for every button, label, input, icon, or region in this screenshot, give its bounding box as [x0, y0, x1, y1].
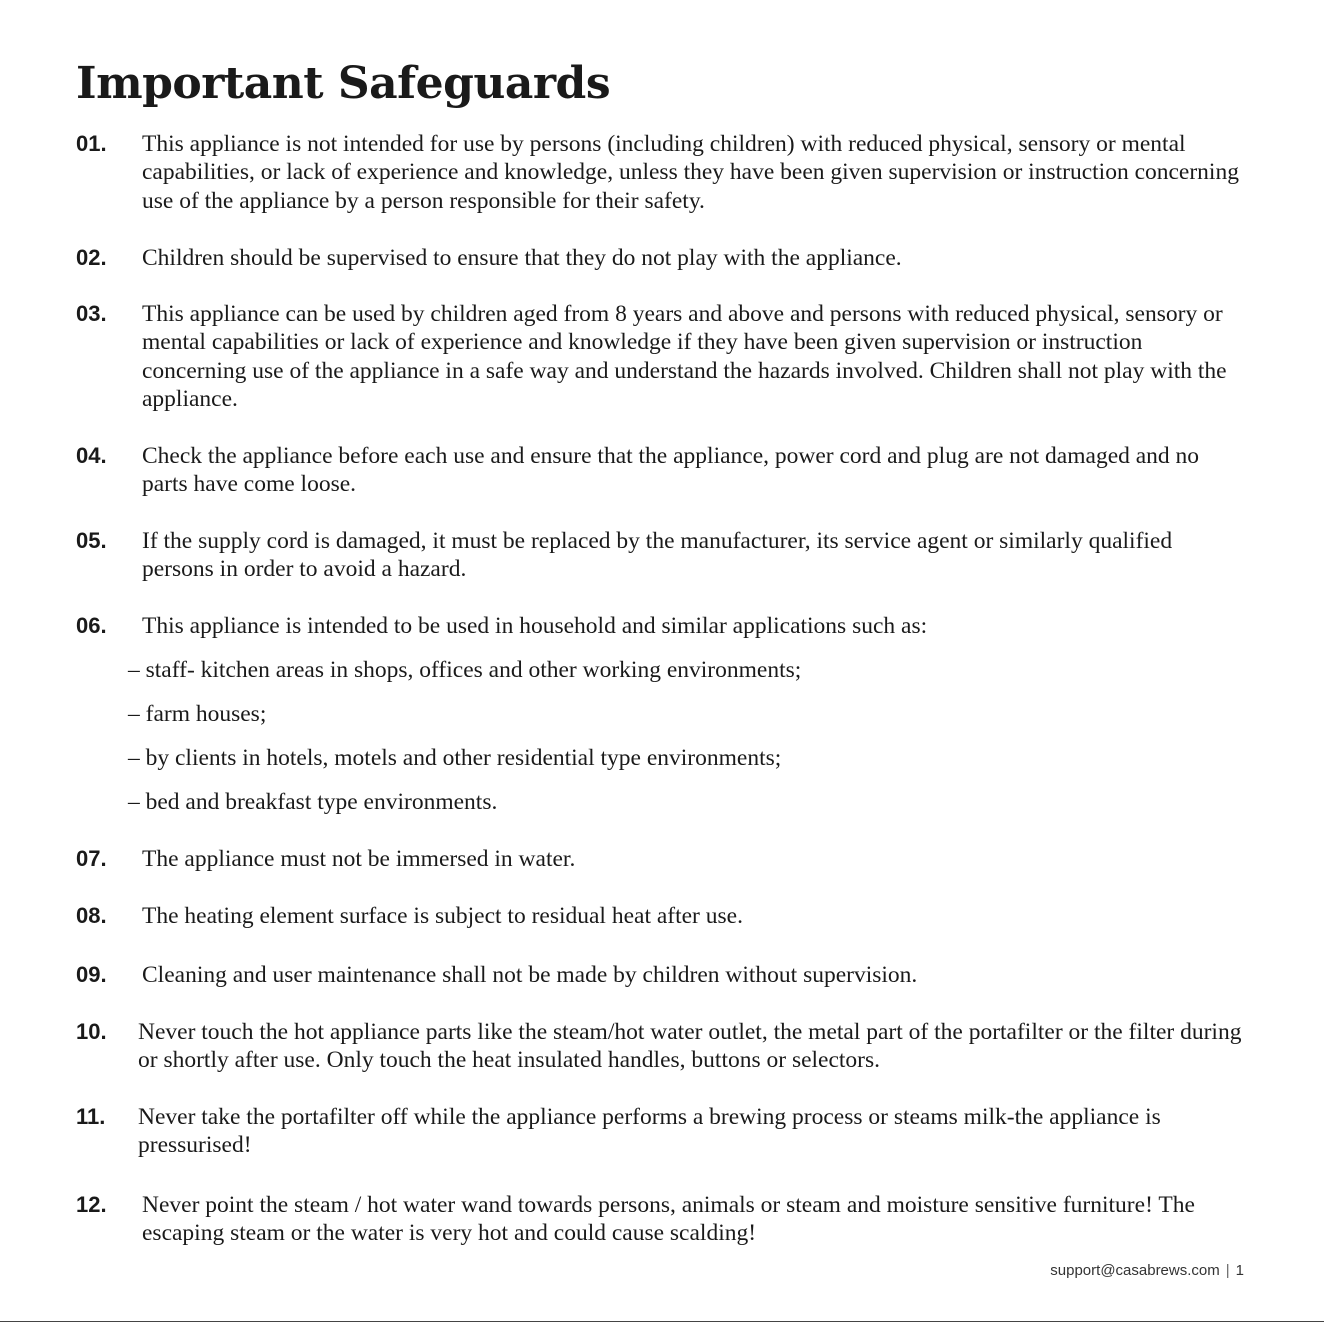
item-number: 09. — [76, 962, 107, 987]
safeguard-item-01 — [76, 130, 1246, 215]
safeguard-item-05 — [76, 527, 1246, 584]
safeguard-item-02 — [76, 244, 1246, 272]
item-text: Never point the steam / hot water wand towards persons, animals or steam and moisture sensitive furniture! The escaping steam or the water is very hot and could cause scalding! — [142, 1192, 1195, 1247]
item-text: Never touch the hot appliance parts like the steam/hot water outlet, the metal part of the portafilter or the filter during or shortly after use. Only touch the heat insulated handles, buttons or selectors. — [138, 1019, 1242, 1074]
item-text: Check the appliance before each use and ensure that the appliance, power cord and plug are not damaged and no parts have come loose. — [142, 443, 1200, 498]
safeguard-item-10 — [76, 1018, 1246, 1075]
item-text: Never take the portafilter off while the appliance performs a brewing process or steams milk-the appliance is pressurised! — [138, 1104, 1161, 1159]
item-number: 12. — [76, 1192, 107, 1217]
page-title: Important Safeguards — [76, 58, 611, 109]
footer-separator: | — [1225, 1262, 1230, 1279]
sub-item: – staff- kitchen areas in shops, offices and other working environments; — [128, 657, 802, 683]
item-number: 07. — [76, 846, 107, 871]
item-text: Children should be supervised to ensure that they do not play with the appliance. — [142, 245, 902, 271]
safeguard-item-11 — [76, 1103, 1246, 1160]
item-number: 03. — [76, 301, 107, 326]
item-number: 08. — [76, 903, 107, 928]
item-text: The appliance must not be immersed in water. — [142, 846, 576, 872]
item-text: This appliance is intended to be used in household and similar applications such as: — [142, 613, 928, 639]
safeguard-item-06 — [76, 612, 1246, 640]
sub-item: – farm houses; — [128, 701, 267, 727]
sub-item: – by clients in hotels, motels and other residential type environments; — [128, 745, 782, 771]
sub-item: – bed and breakfast type environments. — [128, 789, 498, 815]
item-number: 06. — [76, 613, 107, 638]
item-text: Cleaning and user maintenance shall not be made by children without supervision. — [142, 962, 918, 988]
safeguard-item-03 — [76, 300, 1246, 414]
support-email-link[interactable]: support@casabrews.com — [1050, 1262, 1220, 1279]
item-text: If the supply cord is damaged, it must be replaced by the manufacturer, its service agent or similarly qualified persons in order to avoid a hazard. — [142, 528, 1173, 583]
item-number: 04. — [76, 443, 107, 468]
item-text: The heating element surface is subject to residual heat after use. — [142, 903, 743, 929]
page-footer — [1050, 1262, 1244, 1279]
bottom-rule — [0, 1321, 1324, 1322]
item-number: 10. — [76, 1019, 107, 1044]
item-text: This appliance can be used by children aged from 8 years and above and persons with reduced physical, sensory or mental capabilities or lack of experience and knowledge if they have been given supervision or instruction concerning use of the appliance in a safe way and understand the hazards involved. Children shall not play with the appliance. — [142, 301, 1227, 413]
item-number: 05. — [76, 528, 107, 553]
item-number: 11. — [76, 1104, 106, 1129]
item-text: This appliance is not intended for use by persons (including children) with reduced physical, sensory or mental capabilities, or lack of experience and knowledge, unless they have been given supervision or instruction concerning use of the appliance by a person responsible for their safety. — [142, 131, 1239, 214]
item-number: 02. — [76, 245, 107, 270]
item-number: 01. — [76, 131, 107, 156]
page-number: 1 — [1235, 1262, 1244, 1279]
safeguard-item-12 — [76, 1191, 1246, 1248]
safeguard-item-07 — [76, 845, 1246, 873]
safeguard-item-09 — [76, 961, 1246, 989]
safeguard-item-08 — [76, 902, 1246, 930]
safeguard-item-04 — [76, 442, 1246, 499]
